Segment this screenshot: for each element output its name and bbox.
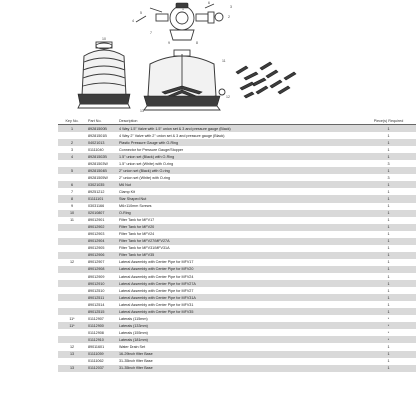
cell-qty: * <box>361 322 416 329</box>
cell-key-no <box>58 358 86 365</box>
cell-part-no: 03021035 <box>86 181 117 188</box>
cell-part-no: 03031166 <box>86 203 117 210</box>
cell-key-no: 11* <box>58 315 86 322</box>
cell-part-no: 01111059 <box>86 351 117 358</box>
cell-part-no: 89011601 <box>86 343 117 350</box>
cell-part-no: 01111101 <box>86 195 117 202</box>
table-row <box>58 252 416 259</box>
header-qty: Piece(s) Required <box>361 117 416 125</box>
cell-key-no <box>58 238 86 245</box>
cell-description: 1.5" union set (White) with O-ring <box>117 160 361 167</box>
cell-description: 2" union set (White) with O-ring <box>117 174 361 181</box>
table-row <box>58 217 416 224</box>
cell-description: Lateral Assembly with Center Pipe for MFV24 <box>117 273 361 280</box>
cell-description: Lateral Assembly with Center Pipe for MFV27A <box>117 280 361 287</box>
cell-description: 4 Way 2" Valve with 2" union set & 3 and pressure gauge (Black) <box>117 132 361 139</box>
callout-label: 8 <box>196 41 198 45</box>
cell-key-no <box>58 245 86 252</box>
cell-qty: 1 <box>361 266 416 273</box>
cell-key-no <box>58 280 86 287</box>
table-row <box>58 358 416 365</box>
cell-part-no: 04021013 <box>86 139 117 146</box>
cell-part-no: 01112037 <box>86 365 117 372</box>
cell-qty: 1 <box>361 343 416 350</box>
exploded-view-diagram <box>0 0 400 116</box>
cell-qty: 1 <box>361 365 416 372</box>
table-row <box>58 174 416 181</box>
cell-qty: 1 <box>361 287 416 294</box>
cell-part-no: 89281502B <box>86 153 117 160</box>
cell-qty: 1 <box>361 181 416 188</box>
cell-qty: 1 <box>361 125 416 133</box>
cell-key-no: 2 <box>58 139 86 146</box>
cell-qty: 1 <box>361 294 416 301</box>
callout-label: 12 <box>226 95 230 99</box>
cell-description: O-Ring <box>117 210 361 217</box>
cell-part-no: 89012902 <box>86 224 117 231</box>
cell-key-no <box>58 132 86 139</box>
cell-key-no: 11 <box>58 217 86 224</box>
cell-part-no: 89012908 <box>86 266 117 273</box>
cell-description: Filter Tank for MFV20 <box>117 224 361 231</box>
table-row <box>58 315 416 322</box>
cell-description: Filter Tank for MFV17 <box>117 217 361 224</box>
cell-part-no: 89281503W <box>86 160 117 167</box>
cell-description: Lateral Assembly with Center Pipe for MFV31A <box>117 294 361 301</box>
cell-key-no <box>58 174 86 181</box>
callout-label: 9 <box>168 41 170 45</box>
cell-qty: * <box>361 336 416 343</box>
cell-description: Connector for Pressure Gauge/Stopper <box>117 146 361 153</box>
cell-qty: * <box>361 315 416 322</box>
cell-part-no: 89012514 <box>86 301 117 308</box>
cell-key-no: 4 <box>58 153 86 160</box>
cell-part-no: 01112910 <box>86 336 117 343</box>
table-row <box>58 203 416 210</box>
cell-key-no: 8 <box>58 195 86 202</box>
cell-description: Plastic Pressure Gauge with O-Ring <box>117 139 361 146</box>
cell-qty: * <box>361 329 416 336</box>
cell-key-no: 1 <box>58 125 86 133</box>
cell-key-no <box>58 308 86 315</box>
cell-part-no: 89281504B <box>86 167 117 174</box>
cell-part-no: 89012515 <box>86 308 117 315</box>
cell-key-no: 13 <box>58 351 86 358</box>
cell-key-no <box>58 252 86 259</box>
cell-qty: 1 <box>361 273 416 280</box>
cell-key-no <box>58 287 86 294</box>
table-row <box>58 195 416 202</box>
cell-key-no: 6 <box>58 181 86 188</box>
cell-part-no: 89012901 <box>86 217 117 224</box>
cell-key-no: 13 <box>58 365 86 372</box>
cell-qty: 1 <box>361 217 416 224</box>
table-row <box>58 301 416 308</box>
cell-part-no: 01111040 <box>86 146 117 153</box>
cell-description: Lateral Assembly with Center Pipe for MFV17 <box>117 259 361 266</box>
table-row <box>58 224 416 231</box>
cell-qty: 1 <box>361 231 416 238</box>
callout-label: 3 <box>230 5 232 9</box>
cell-key-no: 10 <box>58 210 86 217</box>
cell-description: Laterals (155mm) <box>117 329 361 336</box>
callout-label: 13 <box>140 109 144 113</box>
cell-part-no: 89012511 <box>86 294 117 301</box>
table-row <box>58 132 416 139</box>
filter-tank-assembled <box>78 42 130 108</box>
callout-label: 1 <box>182 7 184 11</box>
cell-key-no <box>58 224 86 231</box>
table-row <box>58 125 416 133</box>
cell-part-no: 01112908 <box>86 329 117 336</box>
cell-qty: 1 <box>361 301 416 308</box>
cell-qty: 1 <box>361 308 416 315</box>
cell-part-no: 89281505W <box>86 174 117 181</box>
cell-description: 16-29inch filter Base <box>117 351 361 358</box>
cell-description: Star Shaped Nut <box>117 195 361 202</box>
table-row <box>58 245 416 252</box>
cell-key-no: 12 <box>58 343 86 350</box>
cell-key-no: 3 <box>58 146 86 153</box>
table-row <box>58 231 416 238</box>
table-row <box>58 153 416 160</box>
cell-part-no: 89251212 <box>86 188 117 195</box>
table-row <box>58 181 416 188</box>
cell-description: M6 Nut <box>117 181 361 188</box>
table-row <box>58 273 416 280</box>
cell-qty: 1 <box>361 146 416 153</box>
cell-qty: 1 <box>361 259 416 266</box>
cell-description: Laterals (115mm) <box>117 315 361 322</box>
cell-description: 2" union set (Black) with O-ring <box>117 167 361 174</box>
cell-key-no <box>58 266 86 273</box>
table-row <box>58 308 416 315</box>
cell-description: Water Drain Set <box>117 343 361 350</box>
laterals-loose <box>236 62 296 98</box>
table-row <box>58 336 416 343</box>
table-row <box>58 322 416 329</box>
cell-key-no <box>58 336 86 343</box>
callout-label: 7 <box>150 31 152 35</box>
cell-description: Filter Tank for MFV31/MFV31A <box>117 245 361 252</box>
cell-qty: 1 <box>361 195 416 202</box>
cell-description: Filter Tank for MFV27/MFV27A <box>117 238 361 245</box>
table-row <box>58 210 416 217</box>
table-row <box>58 188 416 195</box>
cell-description: Laterals (133mm) <box>117 322 361 329</box>
table-row <box>58 294 416 301</box>
cell-key-no: 11* <box>58 322 86 329</box>
header-part-no: Part No. <box>86 117 117 125</box>
table-row <box>58 351 416 358</box>
cell-qty: 1 <box>361 238 416 245</box>
cell-description: Laterals (181mm) <box>117 336 361 343</box>
cell-qty: 1 <box>361 132 416 139</box>
cell-part-no: 89012510 <box>86 287 117 294</box>
cell-description: Lateral Assembly with Center Pipe for MFV20 <box>117 266 361 273</box>
table-row <box>58 160 416 167</box>
parts-table <box>58 117 416 372</box>
cell-part-no: 89012907 <box>86 259 117 266</box>
table-header-row <box>58 117 416 125</box>
callout-label: 6 <box>208 1 210 5</box>
cell-qty: 3 <box>361 174 416 181</box>
cell-part-no: 89012904 <box>86 238 117 245</box>
table-row <box>58 167 416 174</box>
cell-description: Filter Tank for MFV24 <box>117 231 361 238</box>
cell-description: 31-35inch filter Base <box>117 358 361 365</box>
cell-part-no: 01112907 <box>86 315 117 322</box>
cell-description: Lateral Assembly with Center Pipe for MFV31 <box>117 301 361 308</box>
cell-description: Lateral Assembly with Center Pipe for MFV35 <box>117 308 361 315</box>
cell-qty: 1 <box>361 351 416 358</box>
cell-key-no <box>58 160 86 167</box>
cell-key-no <box>58 273 86 280</box>
cell-qty: 1 <box>361 188 416 195</box>
cell-part-no: 01112900 <box>86 322 117 329</box>
cell-part-no: 01111062 <box>86 358 117 365</box>
cell-key-no <box>58 294 86 301</box>
table-row <box>58 259 416 266</box>
table-row <box>58 139 416 146</box>
cell-qty: 1 <box>361 139 416 146</box>
table-row <box>58 238 416 245</box>
cell-part-no: 89281500B <box>86 125 117 133</box>
cell-part-no: 89012903 <box>86 231 117 238</box>
cell-part-no: 02010807 <box>86 210 117 217</box>
cell-description: 4 Way 1.5" Valve with 1.5" union set & 3 and pressure gauge (Black) <box>117 125 361 133</box>
cell-qty: 1 <box>361 245 416 252</box>
cell-part-no: 89012905 <box>86 245 117 252</box>
cell-qty: 1 <box>361 224 416 231</box>
cell-qty: 3 <box>361 160 416 167</box>
cell-key-no <box>58 301 86 308</box>
cell-part-no: 89012909 <box>86 273 117 280</box>
table-row <box>58 343 416 350</box>
cell-part-no: 89012910 <box>86 280 117 287</box>
cell-qty: 1 <box>361 358 416 365</box>
cell-part-no: 89012906 <box>86 252 117 259</box>
cell-key-no: 5 <box>58 167 86 174</box>
cell-part-no: 89281501B <box>86 132 117 139</box>
callout-label: 4 <box>132 19 134 23</box>
header-key-no: Key No. <box>58 117 86 125</box>
callout-label: 10 <box>102 37 106 41</box>
table-row <box>58 280 416 287</box>
cell-description: 1.5" union set (Black) with O-Ring <box>117 153 361 160</box>
table-row <box>58 266 416 273</box>
table-row <box>58 329 416 336</box>
cell-key-no: 12 <box>58 259 86 266</box>
filter-tank-cutaway <box>144 50 225 110</box>
callout-label: 2 <box>228 15 230 19</box>
cell-description: Filter Tank for MFV35 <box>117 252 361 259</box>
cell-qty: 1 <box>361 167 416 174</box>
cell-qty: 1 <box>361 280 416 287</box>
callout-label: 11 <box>222 59 226 63</box>
header-description: Description <box>117 117 361 125</box>
cell-qty: 1 <box>361 153 416 160</box>
cell-key-no <box>58 329 86 336</box>
cell-key-no: 7 <box>58 188 86 195</box>
cell-description: Clamp Kit <box>117 188 361 195</box>
cell-qty: 1 <box>361 210 416 217</box>
callout-label: 5 <box>140 11 142 15</box>
cell-description: Lateral Assembly with Center Pipe for MFV27 <box>117 287 361 294</box>
table-row <box>58 146 416 153</box>
cell-key-no <box>58 231 86 238</box>
table-row <box>58 287 416 294</box>
cell-key-no: 9 <box>58 203 86 210</box>
cell-description: M6×110mm Screws <box>117 203 361 210</box>
cell-qty: 1 <box>361 203 416 210</box>
table-row <box>58 365 416 372</box>
cell-qty: 1 <box>361 252 416 259</box>
cell-description: 31-35inch filter Base <box>117 365 361 372</box>
